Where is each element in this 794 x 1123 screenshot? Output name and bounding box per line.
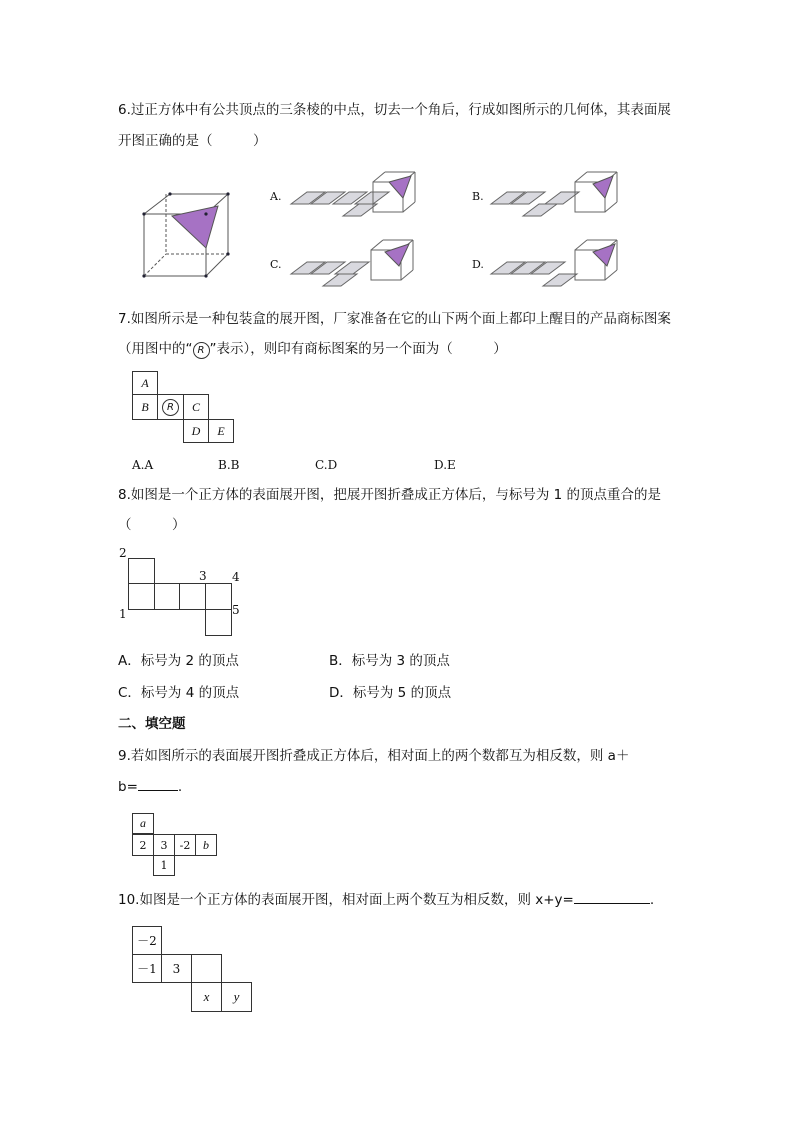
net-face-e: E [208,419,234,443]
q8-choice-b[interactable]: B．标号为 3 的顶点 [329,653,450,669]
net-square [191,954,222,983]
net-face-a: a [132,813,154,834]
q9-text-line2 [118,776,182,798]
q6-text-line2: 开图正确的是（ ） [118,133,267,149]
q10-answer-blank[interactable] [574,889,650,904]
q6-cube-figure [140,188,240,288]
q8-text-line2: （ ） [118,517,186,533]
q8-choice-a[interactable]: A．标号为 2 的顶点 [118,653,239,669]
net-face-1: 1 [153,855,175,876]
q9-line2-end: . [177,779,183,795]
net-face-neg2: -2 [174,834,196,856]
q7-line2-post: ”表示），则印有商标图案的另一个面为（ ） [209,341,507,357]
q8-text-line1: 8.如图是一个正方体的表面展开图，把展开图折叠成正方体后，与标号为 1 的顶点重合的是 [118,487,662,503]
q9-text-line1: 9.若如图所示的表面展开图折叠成正方体后，相对面上的两个数都互为相反数，则 a＋ [118,748,630,764]
q10-line1-end: . [649,892,655,908]
q7-line2-pre: （用图中的“ [118,341,193,357]
vertex-label-1: 1 [119,607,127,621]
q9-line2-start: b= [118,779,138,795]
net-face-3: 3 [161,954,192,983]
net-square [179,583,206,610]
net-face-b: b [195,834,217,856]
q6-option-b-net[interactable] [485,170,625,222]
net-face-c: C [183,394,209,420]
trademark-logo-icon: R [162,399,179,416]
vertex-label-2: 2 [119,546,127,560]
vertex-label-4: 4 [232,570,240,584]
q6-option-c-label: C. [270,258,282,271]
net-face-b: B [132,394,158,420]
section-title: 二、填空题 [118,716,186,732]
net-face-neg1: －1 [132,954,162,983]
q6-option-a-label: A. [270,190,282,203]
net-square [128,558,155,584]
q7-choice-b[interactable]: B.B [218,458,240,472]
q10-line1-start: 10.如图是一个正方体的表面展开图，相对面上两个数互为相反数，则 x+y= [118,892,574,908]
trademark-logo-icon: R [193,342,210,359]
q7-choice-a[interactable]: A.A [132,458,154,472]
net-square [128,583,155,610]
vertex-label-5: 5 [232,603,240,617]
net-face-d: D [183,419,209,443]
net-face-3: 3 [153,834,175,856]
vertex-label-3: 3 [199,569,207,583]
q8-choice-c[interactable]: C．标号为 4 的顶点 [118,685,240,701]
net-face-y: y [221,982,252,1012]
q6-option-d-label: D. [472,258,484,271]
net-face-2: 2 [132,834,154,856]
net-face-logo [157,394,184,420]
q7-text-line1: 7.如图所示是一种包装盒的展开图，厂家准备在它的山下两个面上都印上醒目的产品商标图案 [118,311,671,327]
net-face-x: x [191,982,222,1012]
q6-option-c-net[interactable] [285,236,425,292]
q6-text-line1: 6.过正方体中有公共顶点的三条棱的中点，切去一个角后，行成如图所示的几何体，其表面展 [118,102,671,118]
q9-answer-blank[interactable] [138,776,178,791]
cut-face-triangle [172,206,218,248]
net-square [154,583,180,610]
q7-text-line2 [118,338,507,360]
q6-option-d-net[interactable] [485,236,625,292]
q6-option-a-net[interactable] [285,170,425,222]
q7-choice-c[interactable]: C.D [315,458,338,472]
net-square [205,609,232,636]
net-face-a: A [132,371,158,395]
q8-choice-d[interactable]: D．标号为 5 的顶点 [329,685,452,701]
q6-option-b-label: B. [472,190,484,203]
q7-choice-d[interactable]: D.E [434,458,456,472]
net-face-neg2: －2 [132,926,162,955]
q10-text-line1 [118,889,654,911]
net-square [205,583,232,610]
